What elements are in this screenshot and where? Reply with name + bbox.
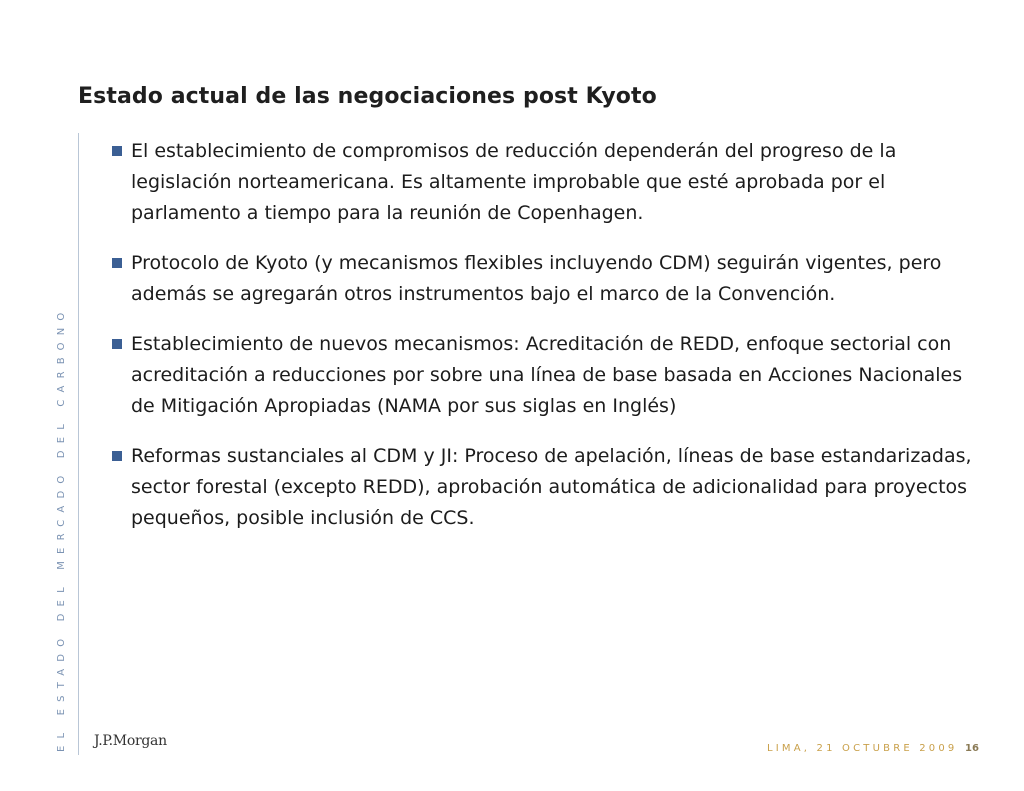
page-number: 16 — [965, 743, 979, 754]
jpmorgan-logo: J.P.Morgan — [94, 733, 167, 749]
bullet-item — [112, 248, 972, 310]
square-bullet-icon — [112, 451, 122, 461]
side-label: EL ESTADO DEL MERCADO DEL CARBONO — [56, 305, 67, 752]
bullet-item — [112, 329, 972, 422]
bullet-list — [112, 136, 972, 553]
square-bullet-icon — [112, 146, 122, 156]
bullet-text: Reformas sustanciales al CDM y JI: Proceso de apelación, líneas de base estandarizadas, sector forestal (excepto REDD), aprobación automática de adicionalidad para proyectos pequeños, posible inclusión de CCS. — [131, 445, 972, 529]
bullet-item — [112, 441, 972, 534]
footer-location-date: LIMA, 21 OCTUBRE 2009 — [767, 743, 958, 754]
bullet-text: Protocolo de Kyoto (y mecanismos flexibles incluyendo CDM) seguirán vigentes, pero además se agregarán otros instrumentos bajo el marco de la Convención. — [131, 252, 942, 305]
square-bullet-icon — [112, 339, 122, 349]
square-bullet-icon — [112, 258, 122, 268]
bullet-text: Establecimiento de nuevos mecanismos: Acreditación de REDD, enfoque sectorial con acreditación a reducciones por sobre una línea de base basada en Acciones Nacionales de Mitigación Apropiadas (NAMA por sus siglas en Inglés) — [131, 333, 963, 417]
bullet-item — [112, 136, 972, 229]
bullet-text: El establecimiento de compromisos de reducción dependerán del progreso de la legislación norteamericana. Es altamente improbable que esté aprobada por el parlamento a tiempo para la reunión de Copenhagen. — [131, 140, 897, 224]
slide-title: Estado actual de las negociaciones post Kyoto — [78, 84, 657, 109]
vertical-divider — [78, 133, 79, 755]
